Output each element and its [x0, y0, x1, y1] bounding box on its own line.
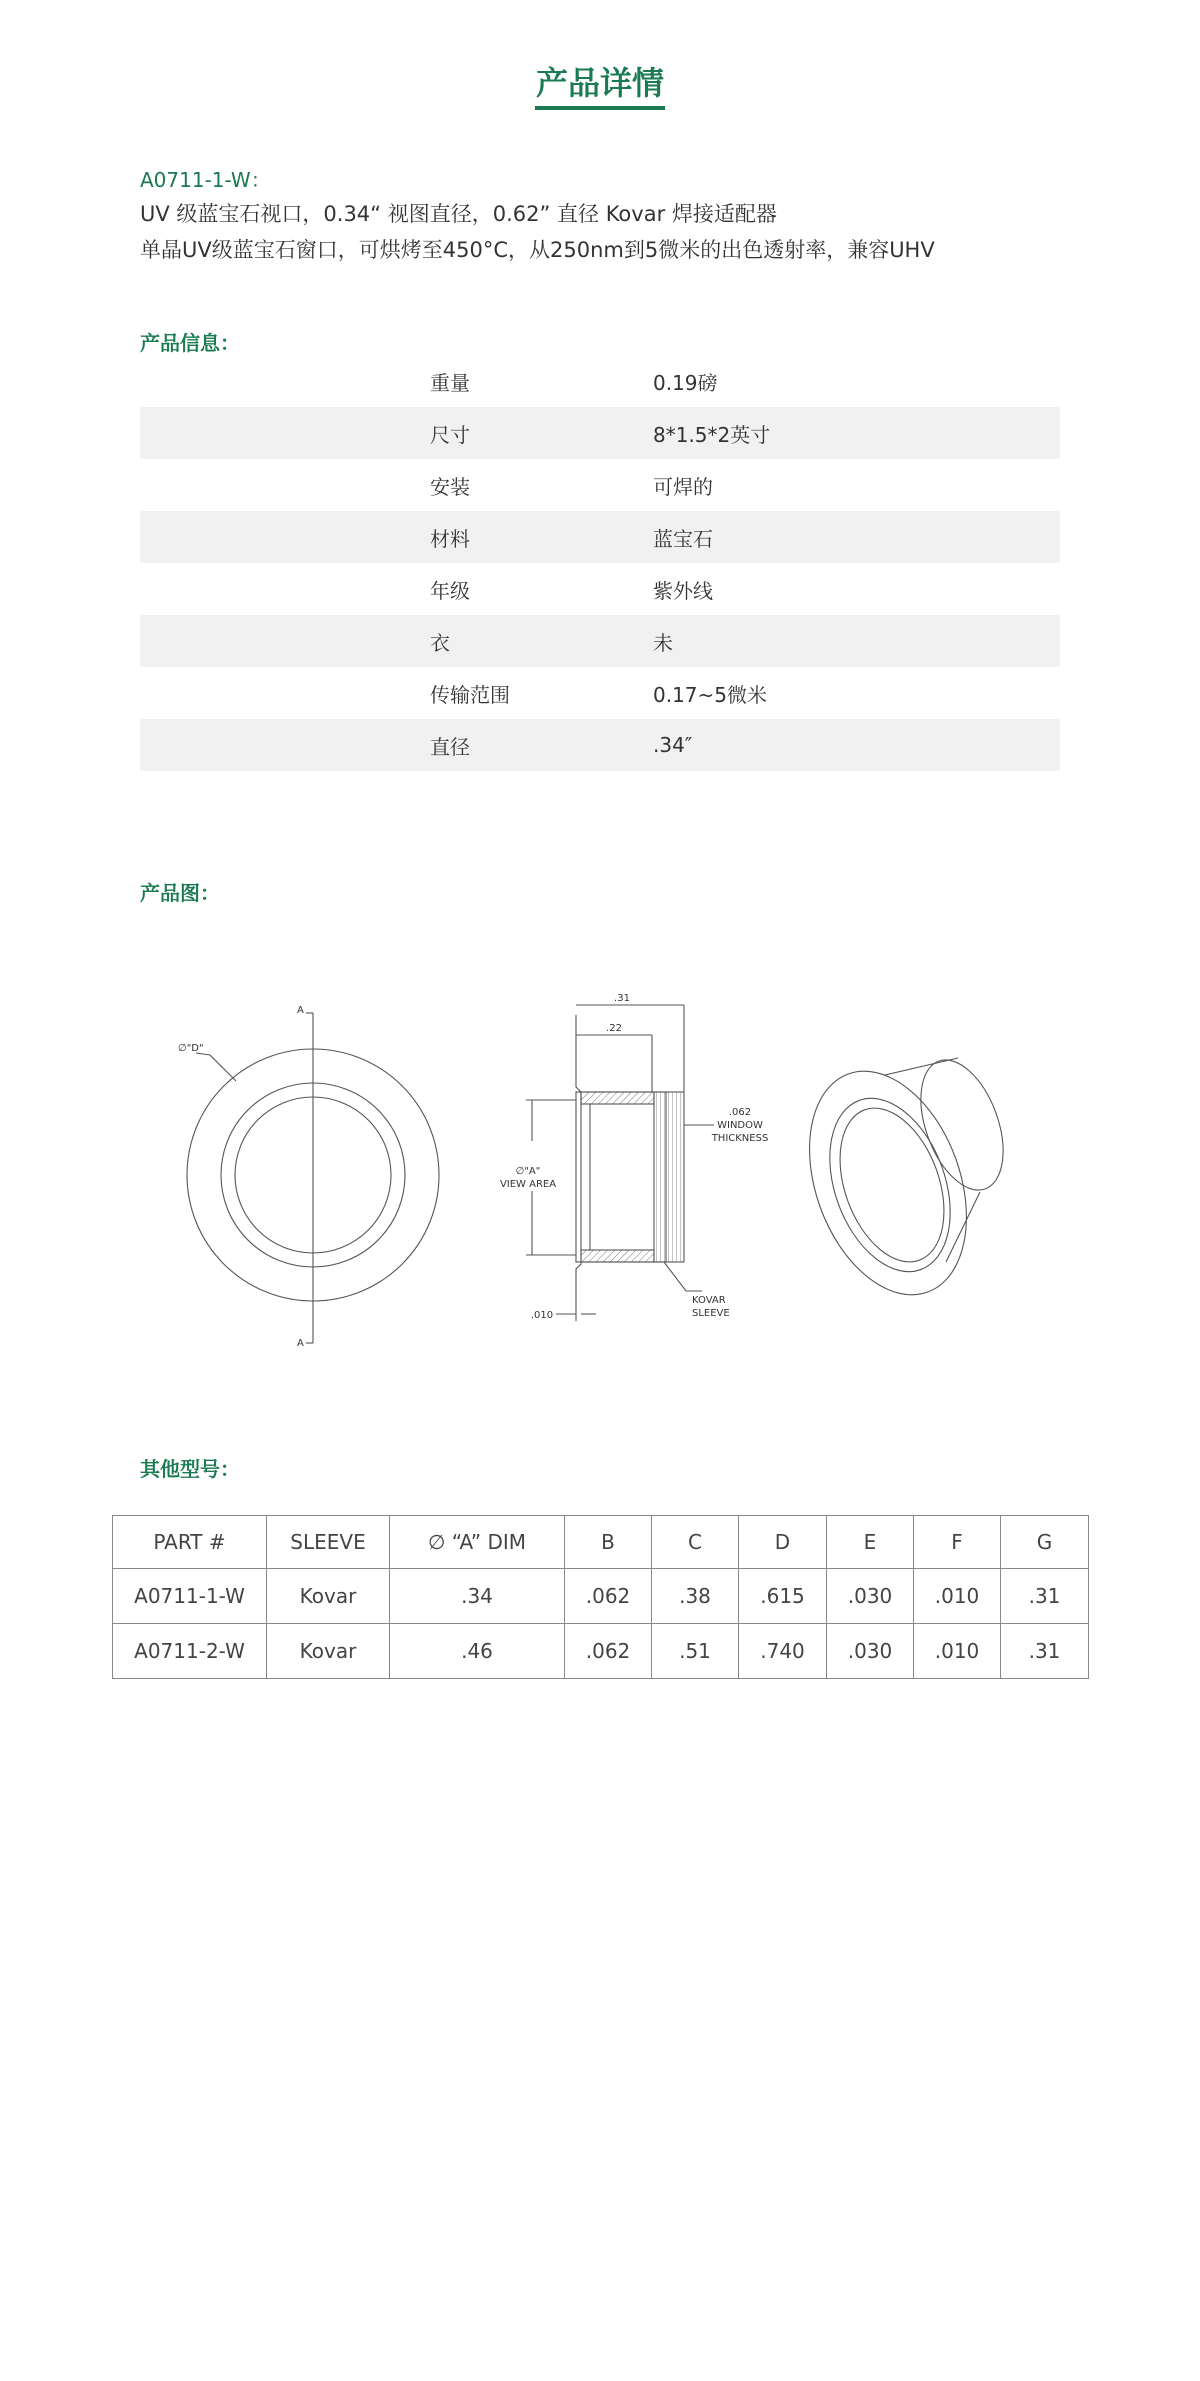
- table-cell: .31: [1001, 1624, 1089, 1679]
- model-label: A0711-1-W：: [140, 168, 271, 192]
- info-value: 蓝宝石: [653, 526, 713, 551]
- table-cell: .010: [914, 1624, 1001, 1679]
- title-underline: [535, 106, 665, 110]
- table-cell: .615: [739, 1569, 827, 1624]
- other-models-table: [112, 1515, 1089, 1679]
- column-header: ∅ “A” DIM: [390, 1516, 565, 1569]
- info-key: 年级: [430, 578, 470, 603]
- info-row: [140, 719, 1060, 771]
- drawing-label: .22: [606, 1023, 622, 1034]
- info-value: 未: [653, 630, 673, 655]
- table-cell: .38: [652, 1569, 739, 1624]
- column-header: C: [652, 1516, 739, 1569]
- info-key: 衣: [430, 630, 450, 655]
- intro-feature-line: 单晶UV级蓝宝石窗口，可烘烤至450°C，从250nm到5微米的出色透射率，兼容UHV: [140, 238, 935, 262]
- table-row: [113, 1569, 1089, 1624]
- column-header: E: [827, 1516, 914, 1569]
- table-cell: .062: [565, 1624, 652, 1679]
- drawing-label: A: [297, 1338, 304, 1349]
- drawing-label: .010: [530, 1310, 554, 1321]
- info-key: 传输范围: [430, 682, 510, 707]
- table-row: [113, 1624, 1089, 1679]
- drawing-label: THICKNESS: [711, 1133, 769, 1144]
- info-row: [140, 355, 1060, 407]
- page-title: 产品详情: [535, 64, 664, 102]
- intro-description-line: UV 级蓝宝石视口，0.34“ 视图直径，0.62” 直径 Kovar 焊接适配器: [140, 202, 777, 226]
- drawing-label: WINDOW: [717, 1120, 763, 1131]
- table-cell: .010: [914, 1569, 1001, 1624]
- info-row: [140, 459, 1060, 511]
- info-row: [140, 563, 1060, 615]
- column-header: D: [739, 1516, 827, 1569]
- table-header-row: [113, 1516, 1089, 1569]
- info-value: 紫外线: [653, 578, 713, 603]
- table-cell: .740: [739, 1624, 827, 1679]
- drawing-label: ∅"D": [178, 1043, 204, 1054]
- table-cell: .31: [1001, 1569, 1089, 1624]
- drawing-label: ∅"A": [515, 1166, 541, 1177]
- table-cell: Kovar: [267, 1624, 390, 1679]
- drawing-label: .062: [728, 1107, 752, 1118]
- product-info-table: [140, 355, 1060, 771]
- front-view: [187, 1013, 439, 1343]
- info-row: [140, 511, 1060, 563]
- info-row: [140, 407, 1060, 459]
- table-cell: .51: [652, 1624, 739, 1679]
- info-value: 可焊的: [653, 474, 713, 499]
- table-cell: .46: [390, 1624, 565, 1679]
- info-key: 直径: [430, 734, 470, 759]
- drawing-label: VIEW AREA: [499, 1179, 557, 1190]
- table-cell: .030: [827, 1624, 914, 1679]
- isometric-view: [781, 1049, 1019, 1317]
- drawing-label: A: [297, 1005, 304, 1016]
- info-value: .34″: [653, 733, 693, 757]
- info-key: 尺寸: [430, 422, 470, 447]
- product-info-heading: 产品信息：: [140, 331, 240, 355]
- drawing-label: KOVAR: [692, 1295, 726, 1306]
- column-header: SLEEVE: [267, 1516, 390, 1569]
- info-key: 重量: [430, 370, 470, 395]
- column-header: PART #: [113, 1516, 267, 1569]
- section-view: [526, 1005, 714, 1321]
- info-key: 材料: [430, 526, 470, 551]
- table-cell: Kovar: [267, 1569, 390, 1624]
- column-header: G: [1001, 1516, 1089, 1569]
- table-cell: .062: [565, 1569, 652, 1624]
- product-drawing-heading: 产品图：: [140, 881, 220, 905]
- table-cell: .030: [827, 1569, 914, 1624]
- technical-drawing: [140, 975, 1060, 1355]
- column-header: B: [565, 1516, 652, 1569]
- column-header: F: [914, 1516, 1001, 1569]
- table-cell: A0711-2-W: [113, 1624, 267, 1679]
- drawing-label: .31: [614, 993, 630, 1004]
- info-value: 8*1.5*2英寸: [653, 422, 771, 447]
- drawing-label: SLEEVE: [692, 1308, 730, 1319]
- table-cell: .34: [390, 1569, 565, 1624]
- info-row: [140, 615, 1060, 667]
- other-models-heading: 其他型号：: [140, 1457, 240, 1481]
- info-value: 0.19磅: [653, 370, 718, 395]
- info-row: [140, 667, 1060, 719]
- table-cell: A0711-1-W: [113, 1569, 267, 1624]
- info-key: 安装: [430, 474, 470, 499]
- info-value: 0.17~5微米: [653, 682, 768, 707]
